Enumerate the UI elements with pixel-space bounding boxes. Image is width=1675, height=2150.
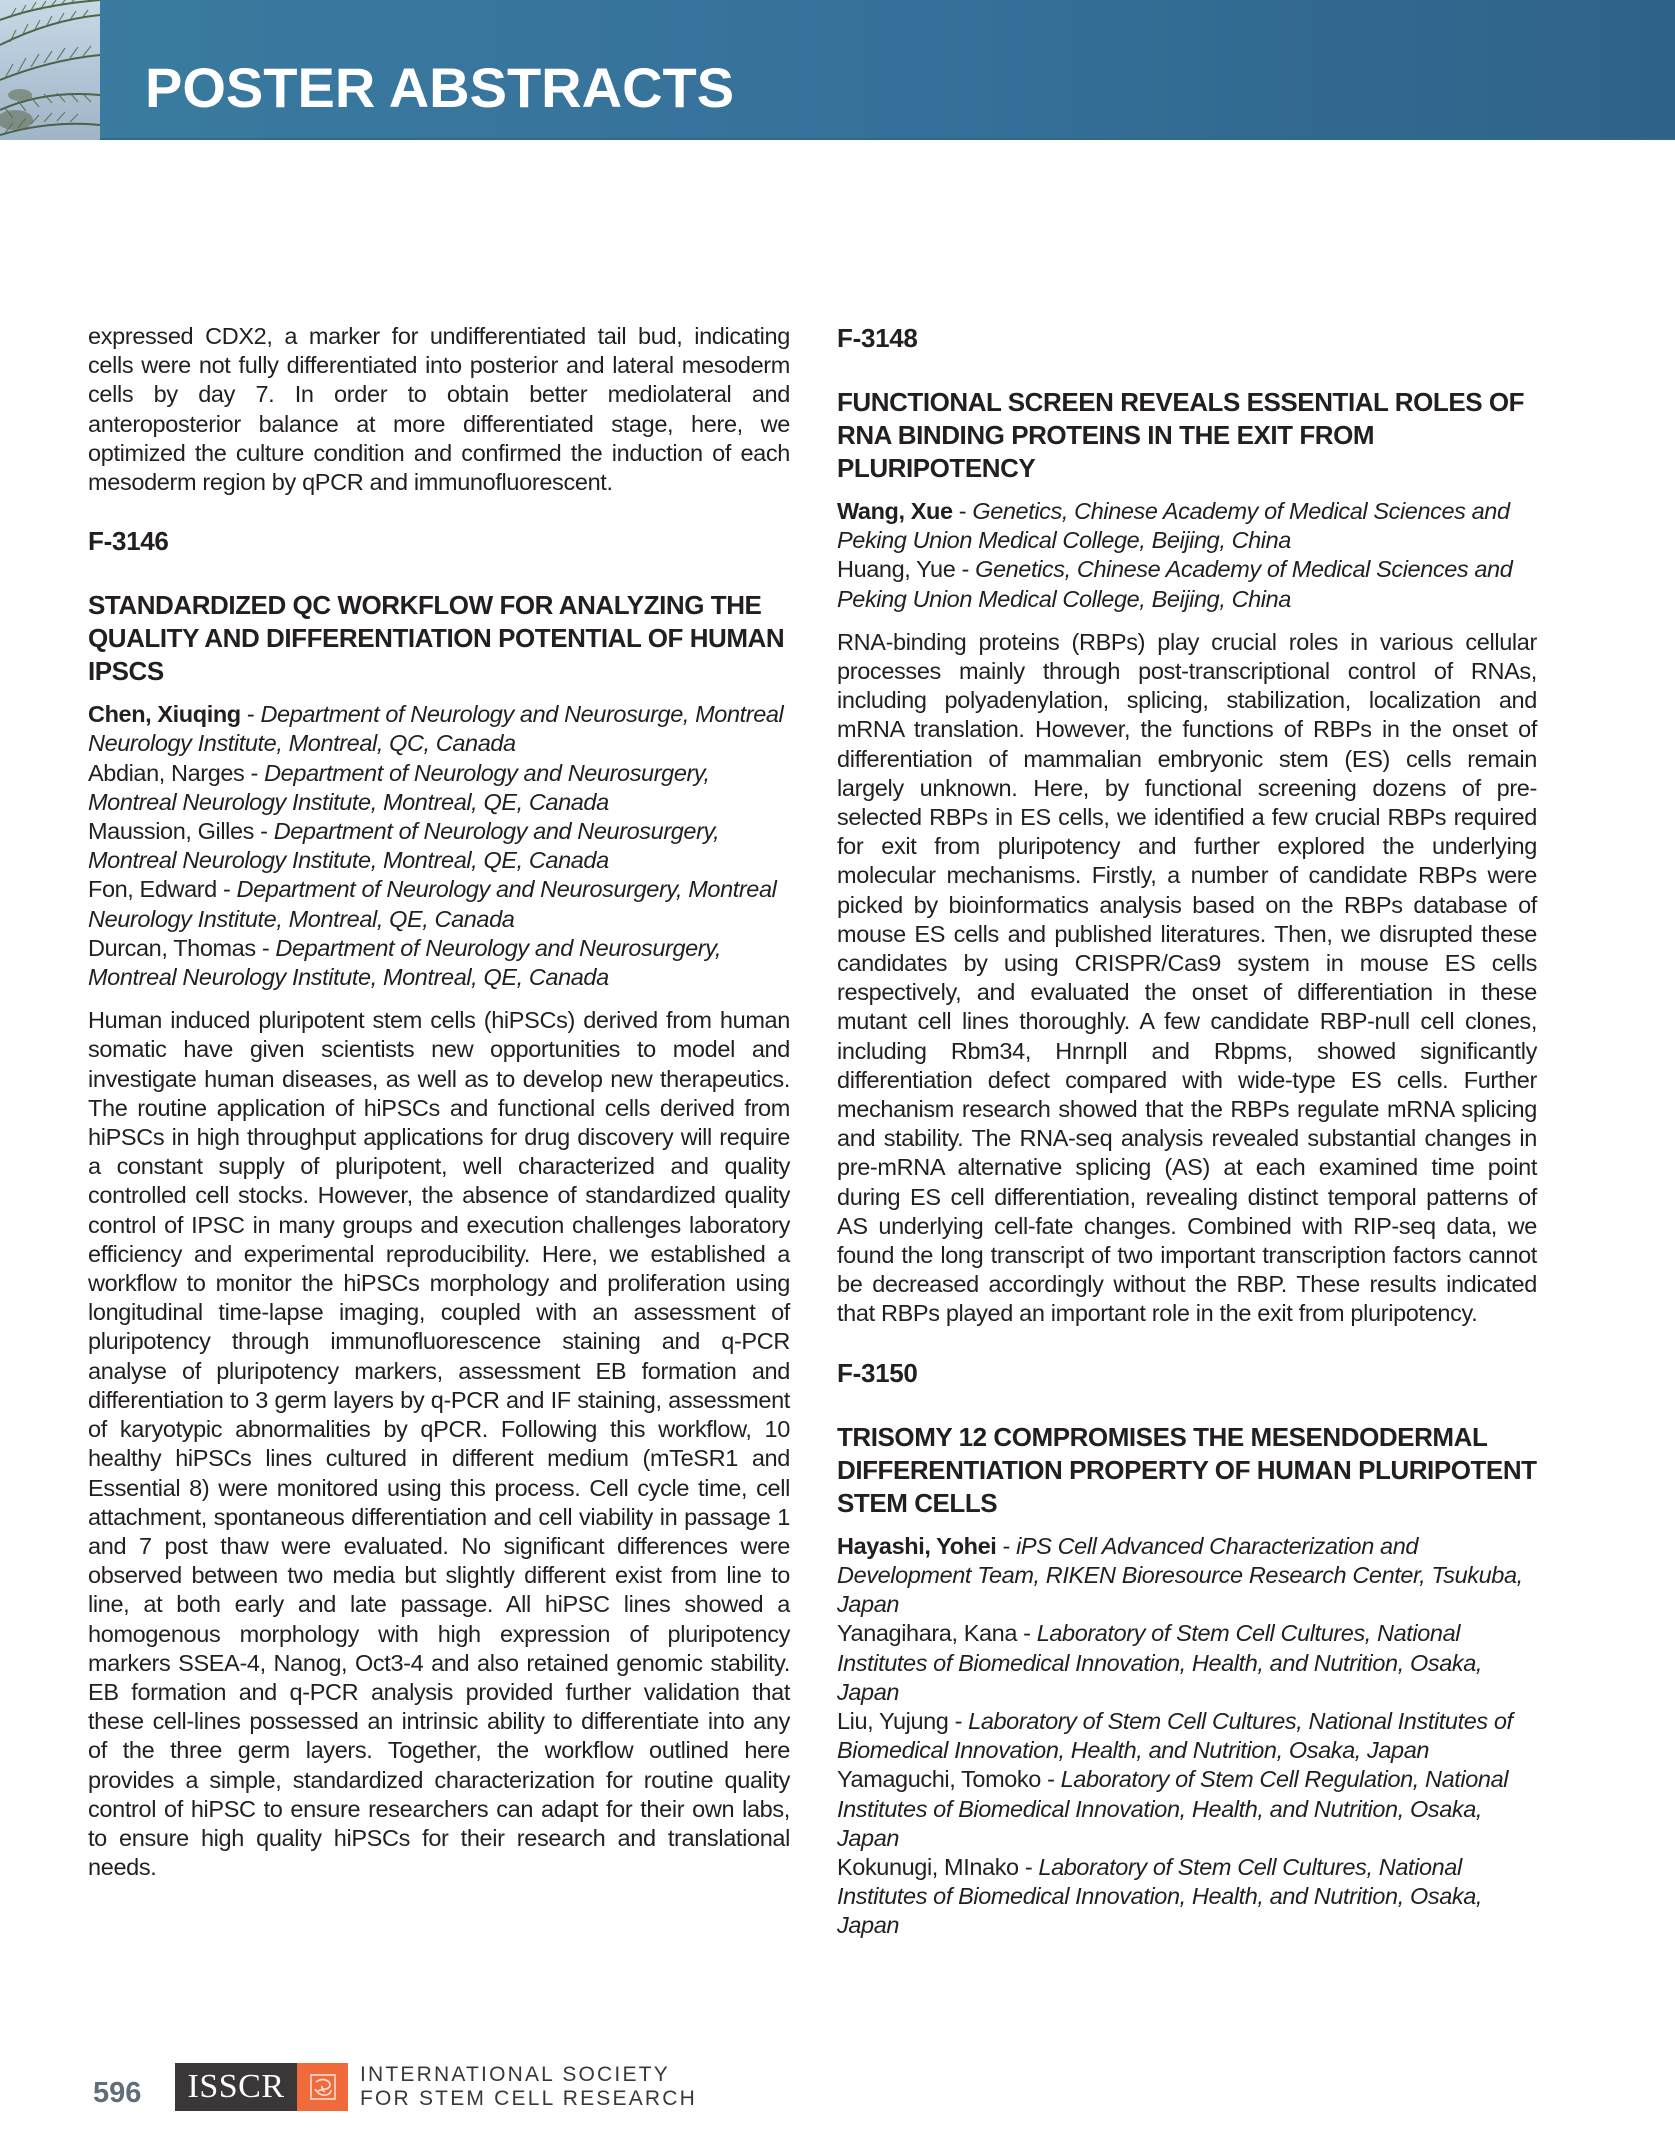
- continued-abstract-text: expressed CDX2, a marker for undifferentiated tail bud, indicating cells were not fully differentiated into posterior and lateral mesoderm cells by day 7. In order to obtain better mediolateral and anteroposterior balance at more differentiated stage, here, we optimized the culture condition and confirmed the induction of each mesoderm region by qPCR and immunofluorescent.: [88, 323, 790, 496]
- author-separator: -: [1017, 1620, 1037, 1647]
- abstract-title: TRISOMY 12 COMPROMISES THE MESENDODERMAL DIFFERENTIATION PROPERTY OF HUMAN PLURIPOTENT STEM CELLS: [837, 1421, 1537, 1518]
- author-name: Fon, Edward: [88, 876, 217, 903]
- author-name: Yamaguchi, Tomoko: [837, 1766, 1041, 1793]
- author-separator: -: [255, 934, 276, 961]
- author-affiliation: Laboratory of Stem Cell Cultures, National Institutes of Biomedical Innovation, Health, and Nutrition, Osaka, Japan: [837, 1620, 1483, 1705]
- author-affiliation: Department of Neurology and Neurosurgery, Montreal Neurology Institute, Montreal, QE, Canada: [88, 818, 720, 874]
- left-column: [88, 322, 790, 1882]
- author-separator: -: [955, 556, 976, 583]
- author-name: Chen, Xiuqing: [88, 701, 241, 728]
- author-list: [837, 1532, 1537, 1941]
- author-separator: -: [952, 498, 973, 524]
- page-section-title: POSTER ABSTRACTS: [145, 56, 735, 119]
- author-entry: [837, 1532, 1537, 1620]
- author-name: Hayashi, Yohei: [837, 1532, 997, 1559]
- author-list: [88, 700, 790, 992]
- author-name: Wang, Xue: [837, 498, 953, 524]
- author-separator: -: [216, 876, 237, 903]
- author-separator: -: [244, 759, 265, 786]
- page-footer: [0, 2055, 1675, 2115]
- page-number: 596: [93, 2077, 142, 2109]
- abstract-title: FUNCTIONAL SCREEN REVEALS ESSENTIAL ROLES OF RNA BINDING PROTEINS IN THE EXIT FROM PLURIPOTENCY: [837, 387, 1525, 483]
- palm-tree-image: [0, 0, 100, 140]
- author-separator: -: [948, 1707, 969, 1734]
- organization-name-line2: FOR STEM CELL RESEARCH: [360, 2087, 698, 2110]
- author-name: Abdian, Narges: [88, 759, 245, 786]
- swirl-emblem-icon: [310, 2074, 336, 2100]
- author-entry: [88, 875, 790, 933]
- isscr-logo-wordmark: ISSCR: [175, 2063, 297, 2111]
- author-name: Liu, Yujung: [837, 1707, 949, 1734]
- author-separator: -: [254, 818, 274, 845]
- abstract-id: F-3150: [837, 1357, 918, 1388]
- author-entry: [837, 1853, 1537, 1941]
- author-separator: -: [1018, 1853, 1039, 1880]
- author-affiliation: Laboratory of Stem Cell Cultures, National Institutes of Biomedical Innovation, Health, and Nutrition, Osaka, Japan: [837, 1707, 1513, 1764]
- abstract-body: Human induced pluripotent stem cells (hiPSCs) derived from human somatic have given scientists new opportunities to model and investigate human diseases, as well as to develop new therapeutics. The routine application of hiPSCs and functional cells derived from hiPSCs in high throughput applications for drug discovery will require a constant supply of pluripotent, well characterized and quality controlled cell stocks. However, the absence of standardized quality control of IPSC in many groups and execution challenges laboratory efficiency and experimental reproducibility. Here, we established a workflow to monitor the hiPSCs morphology and proliferation using longitudinal time-lapse imaging, coupled with an assessment of pluripotency through immunofluorescence staining and q-PCR analyse of pluripotency markers, assessment EB formation and differentiation to 3 germ layers by q-PCR and IF staining, assessment of karyotypic abnormalities by qPCR. Following this workflow, 10 healthy hiPSCs lines cultured in different medium (mTeSR1 and Essential 8) were monitored using this process. Cell cycle time, cell attachment, spontaneous differentiation and cell viability in passage 1 and 7 post thaw were evaluated. No significant differences were observed between two media but slightly different exist from line to line, at both early and late passage. All hiPSC lines showed a homogenous morphology with high expression of pluripotency markers SSEA-4, Nanog, Oct3-4 and also retained genomic stability. EB formation and q-PCR analysis provided further validation that these cell-lines possessed an intrinsic ability to differentiate into any of the three germ layers. Together, the workflow outlined here provides a simple, standardized characterization for routine quality control of hiPSC to ensure researchers can adapt for their own labs, to ensure high quality hiPSCs for their research and translational needs.: [88, 1007, 790, 1881]
- author-entry: [88, 759, 790, 817]
- abstract-title: STANDARDIZED QC WORKFLOW FOR ANALYZING THE QUALITY AND DIFFERENTIATION POTENTIAL OF HUMAN IPSCS: [88, 590, 785, 687]
- organization-name: [360, 2063, 697, 2111]
- author-name: Kokunugi, MInako: [837, 1853, 1019, 1880]
- author-entry: [837, 1707, 1537, 1765]
- author-affiliation: Genetics, Chinese Academy of Medical Sciences and Peking Union Medical College, Beijing, China: [837, 556, 1513, 612]
- author-entry: [88, 817, 790, 875]
- author-entry: [88, 700, 790, 758]
- author-affiliation: Department of Neurology and Neurosurgery, Montreal Neurology Institute, Montreal, QE, Canada: [88, 876, 777, 932]
- organization-name-line1: INTERNATIONAL SOCIETY: [360, 2063, 670, 2086]
- palm-leaves-icon: [0, 0, 100, 140]
- author-name: Maussion, Gilles: [88, 818, 254, 845]
- author-affiliation: Genetics, Chinese Academy of Medical Sciences and Peking Union Medical College, Beijing, China: [837, 498, 1510, 554]
- author-name: Huang, Yue: [837, 556, 956, 583]
- isscr-logo-icon: [297, 2063, 348, 2111]
- author-entry: [837, 555, 1537, 613]
- abstract-id: F-3146: [88, 526, 169, 557]
- author-list: [837, 497, 1537, 614]
- abstract-id: F-3148: [837, 323, 918, 353]
- author-entry: [88, 934, 790, 992]
- abstract-body: RNA-binding proteins (RBPs) play crucial roles in various cellular processes mainly through post-transcriptional control of RNAs, including polyadenylation, splicing, stabilization, localization and mRNA translation. However, the functions of RBPs in the onset of differentiation of mammalian embryonic stem (ES) cells remain largely unknown. Here, by functional screening dozens of pre-selected RBPs in ES cells, we identified a few crucial RBPs required for exit from pluripotency and further explored the underlying molecular mechanisms. Firstly, a number of candidate RBPs were picked by bioinformatics analysis based on the RBPs database of mouse ES cells and published literatures. Then, we disrupted these candidates by using CRISPR/Cas9 system in mouse ES cells respectively, and evaluated the onset of differentiation in these mutant cell lines thoroughly. A few candidate RBP-null cell clones, including Rbm34, Hnrnpll and Rbpms, showed significantly differentiation defect compared with wide-type ES cells. Further mechanism research showed that the RBPs regulate mRNA splicing and stability. The RNA-seq analysis revealed substantial changes in pre-mRNA alternative splicing (AS) at each examined time point during ES cell differentiation, revealing distinct temporal patterns of AS underlying cell-fate changes. Combined with RIP-seq data, we found the long transcript of two important transcription factors cannot be decreased accordingly without the RBP. These results indicated that RBPs played an important role in the exit from pluripotency.: [837, 628, 1537, 1327]
- author-name: Yanagihara, Kana: [837, 1620, 1018, 1647]
- author-affiliation: Laboratory of Stem Cell Regulation, National Institutes of Biomedical Innovation, Health, and Nutrition, Osaka, Japan: [837, 1766, 1509, 1851]
- author-affiliation: Department of Neurology and Neurosurgery, Montreal Neurology Institute, Montreal, QE, Canada: [88, 759, 710, 815]
- author-separator: -: [996, 1532, 1017, 1559]
- right-column: [837, 322, 1537, 1941]
- page-header-banner: [0, 0, 1675, 140]
- author-entry: [837, 1619, 1537, 1707]
- author-separator: -: [240, 701, 261, 728]
- author-affiliation: Laboratory of Stem Cell Cultures, National Institutes of Biomedical Innovation, Health, and Nutrition, Osaka, Japan: [837, 1853, 1483, 1939]
- author-affiliation: Department of Neurology and Neurosurge, Montreal Neurology Institute, Montreal, QC, Canada: [88, 701, 784, 757]
- author-entry: [837, 497, 1537, 555]
- author-affiliation: Department of Neurology and Neurosurgery, Montreal Neurology Institute, Montreal, QE, Canada: [88, 934, 721, 991]
- author-affiliation: iPS Cell Advanced Characterization and Development Team, RIKEN Bioresource Research Center, Tsukuba, Japan: [837, 1532, 1523, 1618]
- author-entry: [837, 1765, 1537, 1853]
- author-separator: -: [1040, 1766, 1061, 1793]
- author-name: Durcan, Thomas: [88, 934, 256, 961]
